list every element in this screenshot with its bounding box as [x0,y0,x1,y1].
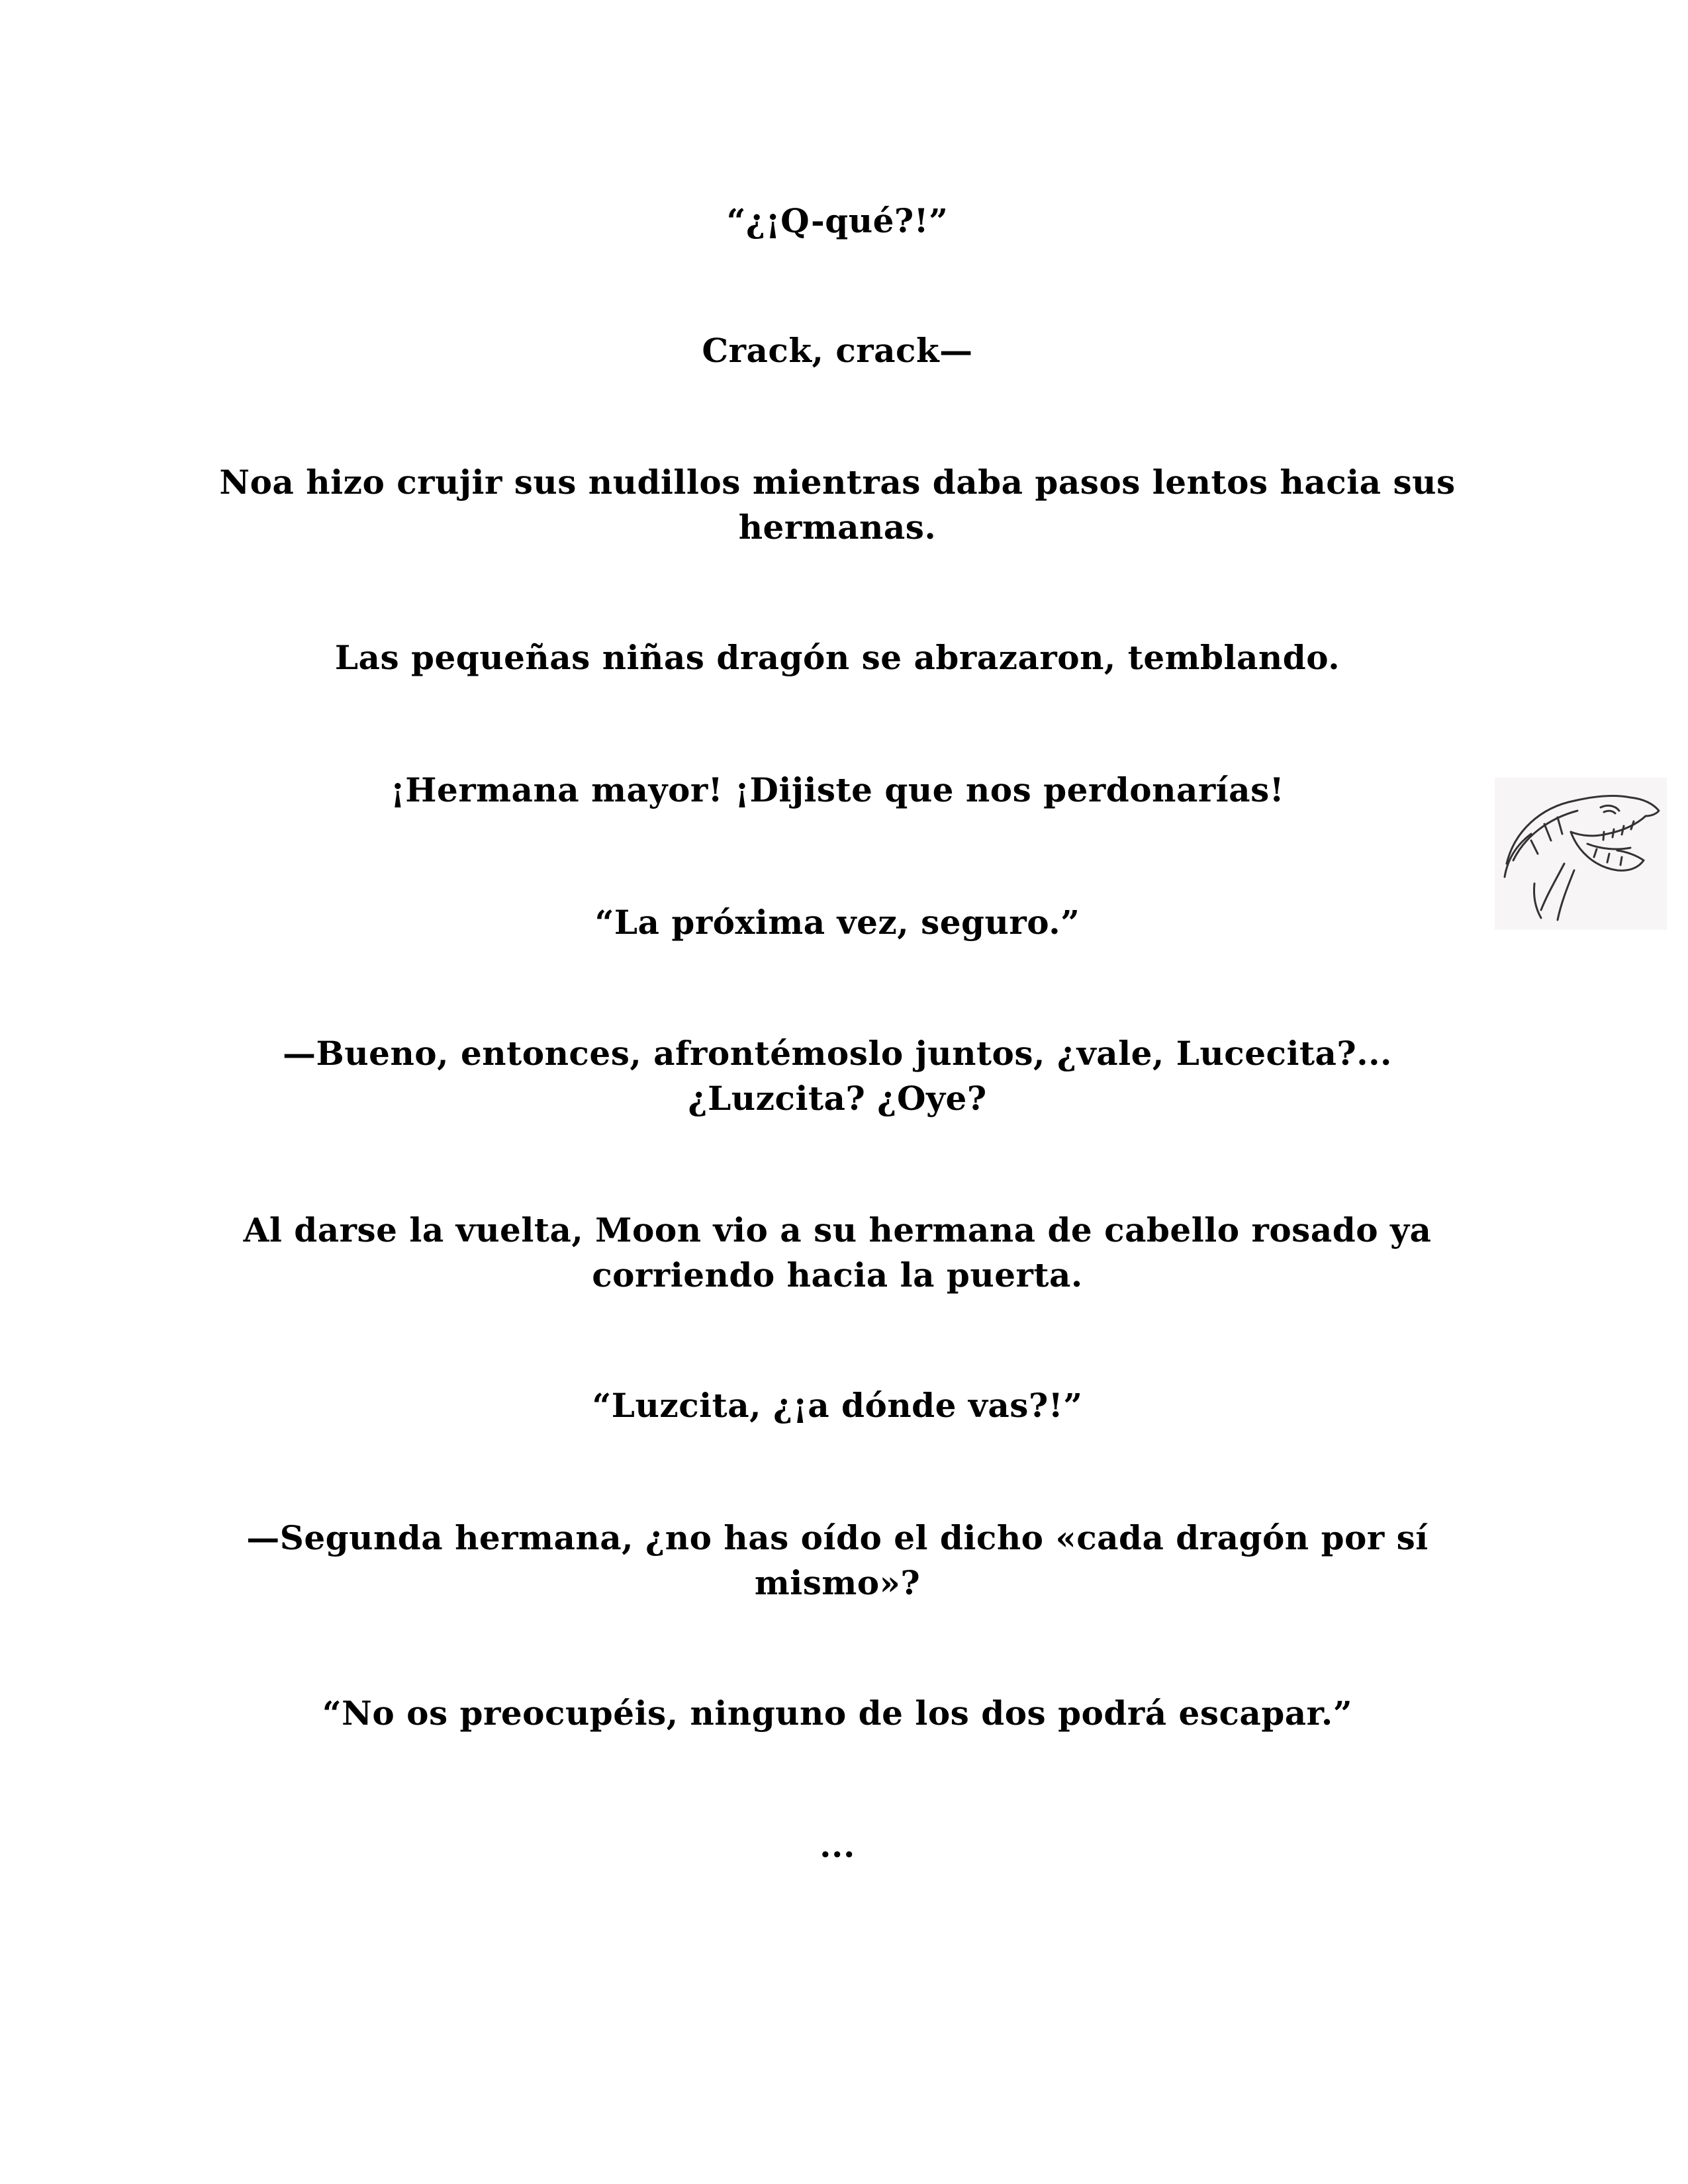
paragraph-2: Crack, crack— [702,331,973,370]
paragraph-6: “La próxima vez, seguro.” [594,903,1080,942]
paragraph-9: “Luzcita, ¿¡a dónde vas?!” [592,1386,1083,1425]
paragraph-1: “¿¡Q-qué?!” [726,201,949,240]
paragraph-12: ... [820,1826,855,1865]
paragraph-3: Noa hizo crujir sus nudillos mientras daba pasos lentos hacia sus hermanas. [219,463,1456,547]
paragraph-4: Las pequeñas niñas dragón se abrazaron, temblando. [334,638,1340,677]
paragraph-11: “No os preocupéis, ninguno de los dos podrá escapar.” [322,1694,1353,1733]
paragraph-10: —Segunda hermana, ¿no has oído el dicho «cada dragón por sí mismo»? [246,1518,1429,1602]
paragraph-8: Al darse la vuelta, Moon vio a su hermana de cabello rosado ya corriendo hacia la puerta. [243,1210,1432,1295]
paragraph-5: ¡Hermana mayor! ¡Dijiste que nos perdonarías! [390,770,1285,809]
paragraph-7: —Bueno, entonces, afrontémoslo juntos, ¿vale, Lucecita?... ¿Luzcita? ¿Oye? [283,1034,1392,1118]
dinosaur-head-sketch-icon [1495,778,1667,930]
